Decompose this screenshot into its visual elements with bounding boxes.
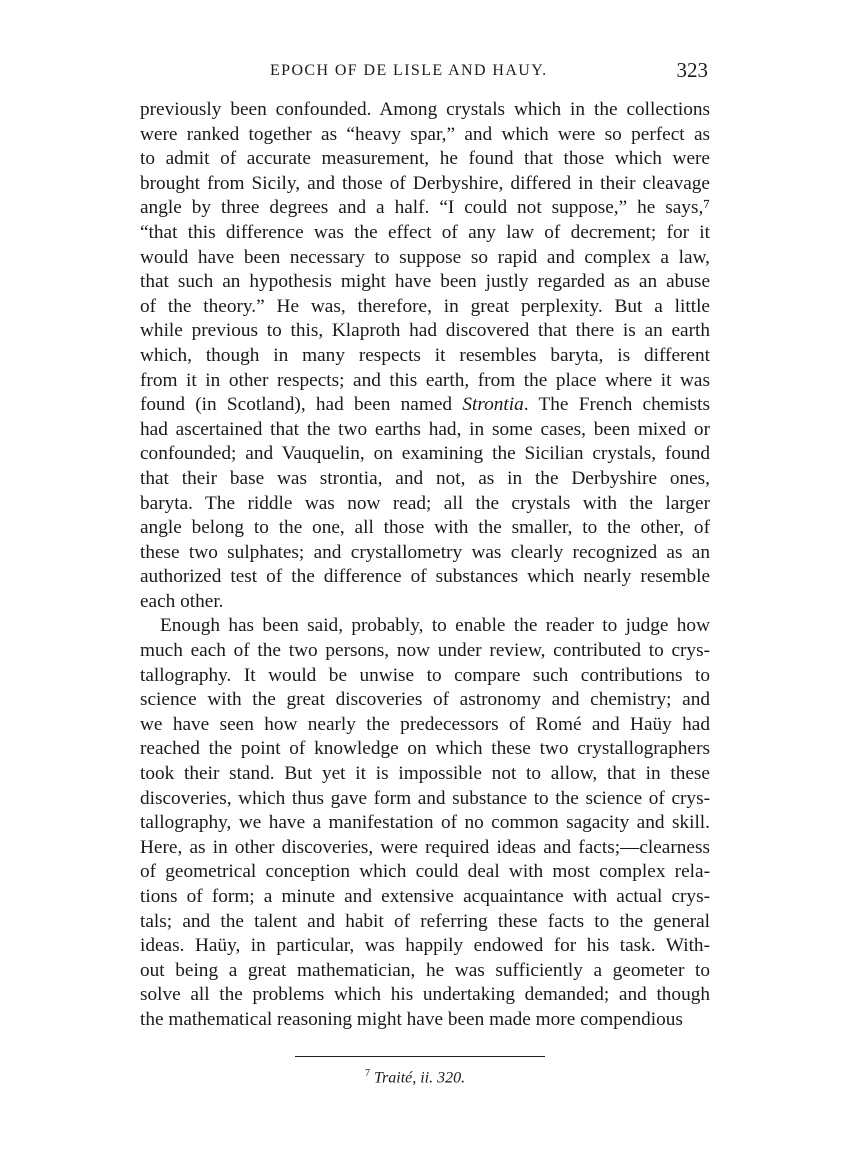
running-head: EPOCH OF DE LISLE AND HAUY. bbox=[270, 62, 548, 79]
text-line: brought from Sicily, and those of Derbyshire, differed in their cleavage bbox=[140, 172, 710, 194]
text-line: which, though in many respects it resembles baryta, is different bbox=[140, 344, 710, 366]
text-line: Here, as in other discoveries, were required ideas and facts;—clearness bbox=[140, 836, 710, 858]
text-line: were ranked together as “heavy spar,” and which were so perfect as bbox=[140, 123, 710, 145]
text-line: while previous to this, Klaproth had discovered that there is an earth bbox=[140, 320, 710, 342]
text-line: the mathematical reasoning might have been made more compendious bbox=[140, 1008, 683, 1030]
text-line: much each of the two persons, now under review, contributed to crys- bbox=[140, 640, 710, 662]
text-line: “that this difference was the effect of any law of decrement; for it bbox=[140, 221, 710, 243]
text-line: tallography, we have a manifestation of no common sagacity and skill. bbox=[140, 812, 710, 834]
text-line: out being a great mathematician, he was sufficiently a geometer to bbox=[140, 959, 710, 981]
text-line: science with the great discoveries of astronomy and chemistry; and bbox=[140, 689, 710, 711]
text-line: took their stand. But yet it is impossible not to allow, that in these bbox=[140, 763, 710, 785]
text-line: discoveries, which thus gave form and substance to the science of crys- bbox=[140, 787, 710, 809]
text-line: authorized test of the difference of substances which nearly resemble bbox=[140, 566, 710, 588]
footnote-marker: 7 bbox=[365, 1068, 370, 1079]
text-line: previously been confounded. Among crystals which in the collections bbox=[140, 99, 710, 120]
footnote-rule bbox=[295, 1056, 545, 1057]
text-line: each other. bbox=[140, 590, 224, 612]
text-line: tals; and the talent and habit of referring these facts to the general bbox=[140, 910, 710, 932]
page-header bbox=[140, 58, 710, 88]
text-line: of the theory.” He was, therefore, in great perplexity. But a little bbox=[140, 295, 710, 317]
text-line: had ascertained that the two earths had, in some cases, been mixed or bbox=[140, 418, 710, 440]
paragraph bbox=[140, 614, 710, 1032]
text-line: confounded; and Vauquelin, on examining the Sicilian crystals, found bbox=[140, 443, 710, 465]
text-line: Enough has been said, probably, to enable the reader to judge how bbox=[160, 615, 710, 637]
text-line: of geometrical conception which could deal with most complex rela- bbox=[140, 861, 710, 883]
text-line: reached the point of knowledge on which these two crystallographers bbox=[140, 738, 710, 760]
text-line: ideas. Haüy, in particular, was happily endowed for his task. With- bbox=[140, 935, 710, 957]
text-line: baryta. The riddle was now read; all the crystals with the larger bbox=[140, 492, 710, 514]
footnote-text: Traité, ii. 320. bbox=[374, 1069, 466, 1087]
page-number: 323 bbox=[676, 58, 708, 82]
paragraph bbox=[140, 98, 710, 614]
text-line: we have seen how nearly the predecessors of Romé and Haüy had bbox=[140, 713, 710, 735]
text-line: that such an hypothesis might have been justly regarded as an abuse bbox=[140, 271, 710, 293]
text-line: that their base was strontia, and not, as in the Derbyshire ones, bbox=[140, 467, 710, 489]
text-line: would have been necessary to suppose so rapid and complex a law, bbox=[140, 246, 710, 268]
text-line: from it in other respects; and this earth, from the place where it was bbox=[140, 369, 710, 391]
text-line: tallography. It would be unwise to compare such contributions to bbox=[140, 664, 710, 686]
footnote bbox=[365, 1068, 465, 1087]
text-line: solve all the problems which his undertaking demanded; and though bbox=[140, 984, 710, 1006]
text-line: these two sulphates; and crystallometry was clearly recognized as an bbox=[140, 541, 710, 563]
text-line: found (in Scotland), had been named Strontia. The French chemists bbox=[140, 394, 710, 416]
text-line: angle belong to the one, all those with the smaller, to the other, of bbox=[140, 517, 710, 539]
text-line: angle by three degrees and a half. “I could not suppose,” he says,⁷ bbox=[140, 197, 710, 219]
text-line: to admit of accurate measurement, he found that those which were bbox=[140, 148, 710, 170]
body-text bbox=[140, 98, 710, 1033]
text-line: tions of form; a minute and extensive acquaintance with actual crys- bbox=[140, 886, 710, 907]
